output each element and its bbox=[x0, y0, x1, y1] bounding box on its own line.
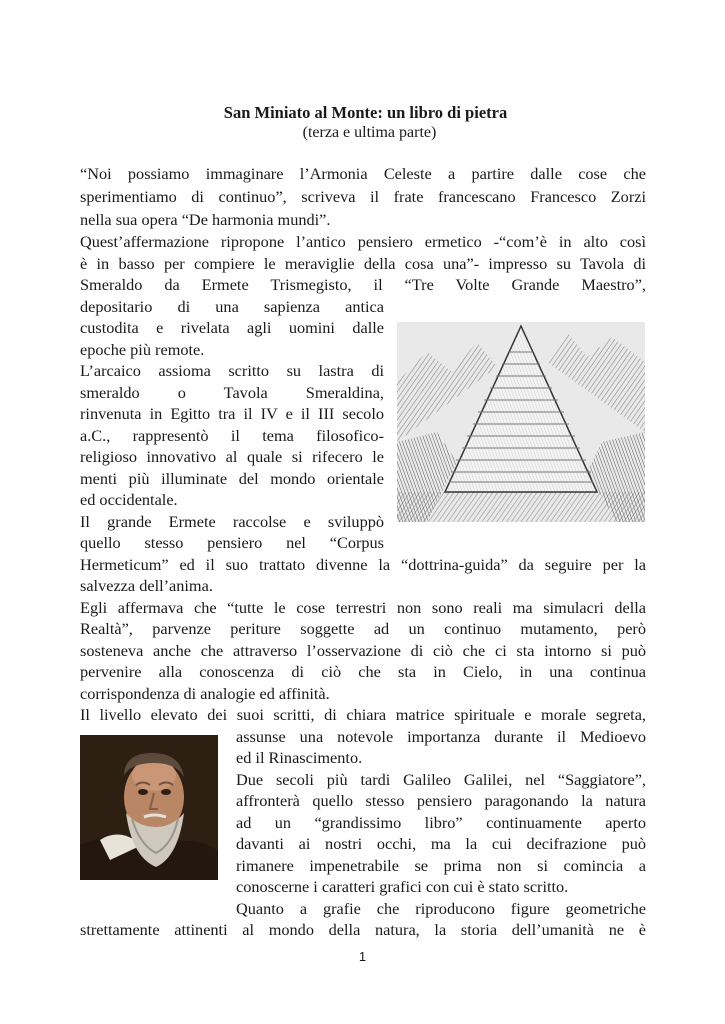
text-line: ad un “grandissimo libro” continuamente aperto bbox=[236, 813, 646, 832]
text-line: affronterà quello stesso pensiero paragonando la natura bbox=[236, 791, 646, 810]
text-line: rimanere impenetrabile se prima non si comincia a bbox=[236, 856, 646, 875]
galileo-portrait bbox=[80, 735, 218, 880]
text-line: quello stesso pensiero nel “Corpus bbox=[80, 533, 384, 552]
text-line: depositario di una sapienza antica bbox=[80, 297, 384, 316]
text-line: corrispondenza di analogie ed affinità. bbox=[80, 684, 330, 703]
text-line: sperimentiamo di continuo”, scriveva il frate francescano Francesco Zorzi bbox=[80, 187, 646, 206]
text-line: rinvenuta in Egitto tra il IV e il III secolo bbox=[80, 404, 384, 423]
text-line: Due secoli più tardi Galileo Galilei, nel “Saggiatore”, bbox=[236, 770, 646, 789]
text-line: Egli affermava che “tutte le cose terrestri non sono reali ma simulacri della bbox=[80, 598, 646, 617]
text-line: menti più illuminate del mondo orientale bbox=[80, 469, 384, 488]
text-line: strettamente attinenti al mondo della natura, la storia dell’umanità ne è bbox=[80, 920, 646, 939]
text-line: assunse una notevole importanza durante il Medioevo bbox=[236, 727, 646, 746]
text-line: Il grande Ermete raccolse e sviluppò bbox=[80, 512, 384, 531]
text-line: Smeraldo da Ermete Trismegisto, il “Tre Volte Grande Maestro”, bbox=[80, 275, 646, 294]
page-subtitle: (terza e ultima parte) bbox=[302, 124, 437, 141]
text-line: sosteneva anche che attraverso l’osservazione di ciò che ci sta intorno si può bbox=[80, 641, 646, 660]
text-line: L’arcaico assioma scritto su lastra di bbox=[80, 361, 384, 380]
text-line: religioso innovativo al quale si rifecero le bbox=[80, 447, 384, 466]
emerald-tablet-engraving bbox=[397, 322, 645, 522]
text-line: nella sua opera “De harmonia mundi”. bbox=[80, 210, 331, 229]
text-line: Hermeticum” ed il suo trattato divenne la “dottrina-guida” da seguire per la bbox=[80, 555, 646, 574]
text-line: salvezza dell’anima. bbox=[80, 576, 213, 595]
text-line: conoscerne i caratteri grafici con cui è stato scritto. bbox=[236, 877, 569, 896]
text-line: smeraldo o Tavola Smeraldina, bbox=[80, 383, 384, 402]
text-line: ed il Rinascimento. bbox=[236, 748, 363, 767]
text-line: Il livello elevato dei suoi scritti, di chiara matrice spirituale e morale segreta, bbox=[80, 705, 646, 724]
text-line: custodita e rivelata agli uomini dalle bbox=[80, 318, 384, 337]
text-line: Realtà”, parvenze periture soggette ad un continuo mutamento, però bbox=[80, 619, 646, 638]
text-line: Quest’affermazione ripropone l’antico pensiero ermetico -“com’è in alto così bbox=[80, 232, 646, 251]
text-line: “Noi possiamo immaginare l’Armonia Celeste a partire dalle cose che bbox=[80, 164, 646, 183]
page-number: 1 bbox=[358, 949, 367, 964]
text-line: pervenire alla conoscenza di ciò che sta in Cielo, in una continua bbox=[80, 662, 646, 681]
text-line: ed occidentale. bbox=[80, 490, 178, 509]
text-line: davanti ai nostri occhi, ma la cui decifrazione può bbox=[236, 834, 646, 853]
text-line: a.C., rappresentò il tema filosofico- bbox=[80, 426, 384, 445]
text-line: Quanto a grafie che riproducono figure geometriche bbox=[236, 899, 646, 918]
text-line: epoche più remote. bbox=[80, 340, 205, 359]
text-line: è in basso per compiere le meraviglie della cosa una”- impresso su Tavola di bbox=[80, 254, 646, 273]
page-title: San Miniato al Monte: un libro di pietra bbox=[223, 103, 508, 122]
